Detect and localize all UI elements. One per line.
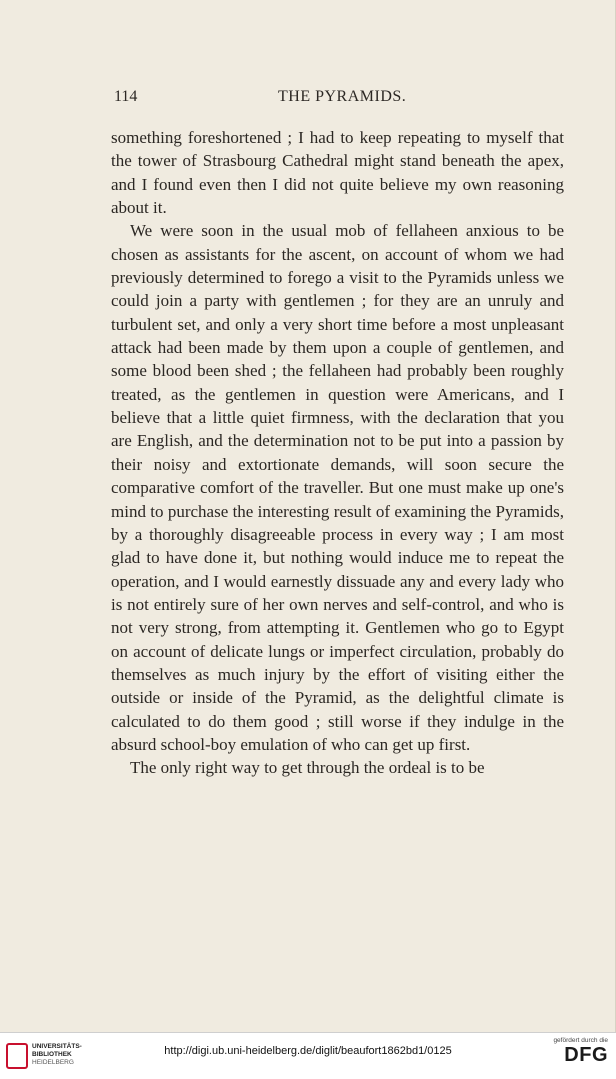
- page-number: 114: [114, 88, 138, 105]
- funding-note: gefördert durch die: [553, 1037, 608, 1044]
- body-text: [111, 126, 564, 780]
- paragraph-3: The only right way to get through the ordeal is to be: [130, 758, 485, 778]
- paragraph-1: something foreshortened ; I had to keep repeating to myself that the tower of Strasbourg Cathedral might stand beneath the apex, and I found even then I did not quite believe my own reasoning about it.: [111, 128, 564, 218]
- paragraph-2: We were soon in the usual mob of fellaheen anxious to be chosen as assistants for the ascent, on account of whom we had previously determined to forego a visit to the Pyramids unless we could join a party with gentlemen ; for they are an unruly and turbulent set, and only a very short time before a most unpleasant attack had been made by them upon a couple of gentlemen, and some blood been shed ; the fellaheen had probably been roughly treated, as the gentlemen in question were Americans, and I believe that a little quiet firmness, with the declaration that you are English, and the determination not to be put into a passion by their noisy and extortionate demands, will soon secure the comparative comfort of the traveller. But one must make up one's mind to purchase the interesting result of examining the Pyramids, by a thoroughly disagreeable process in every way ; I am most glad to have done it, but nothing would induce me to repeat the operation, and I would earnestly dissuade any and every lady who is not entirely sure of her own nerves and self-control, and who is not very strong, from attempting it. Gentlemen who go to Egypt on account of delicate lungs or imperfect circulation, probably do themselves as much injury by the effort of visiting either the outside or inside of the Pyramid, as the delightful climate is calculated to do them good ; still worse if they indulge in the absurd school-boy emulation of who can get up first.: [111, 221, 564, 754]
- dfg-logo-text: DFG: [564, 1044, 608, 1066]
- running-title: THE PYRAMIDS.: [278, 88, 407, 105]
- permalink-url[interactable]: http://digi.ub.uni-heidelberg.de/diglit/beaufort1862bd1/0125: [164, 1045, 452, 1057]
- funder-logo[interactable]: [553, 1037, 608, 1066]
- library-name: UNIVERSITÄTS- BIBLIOTHEK HEIDELBERG: [32, 1043, 82, 1066]
- viewer-footer: [0, 1032, 616, 1079]
